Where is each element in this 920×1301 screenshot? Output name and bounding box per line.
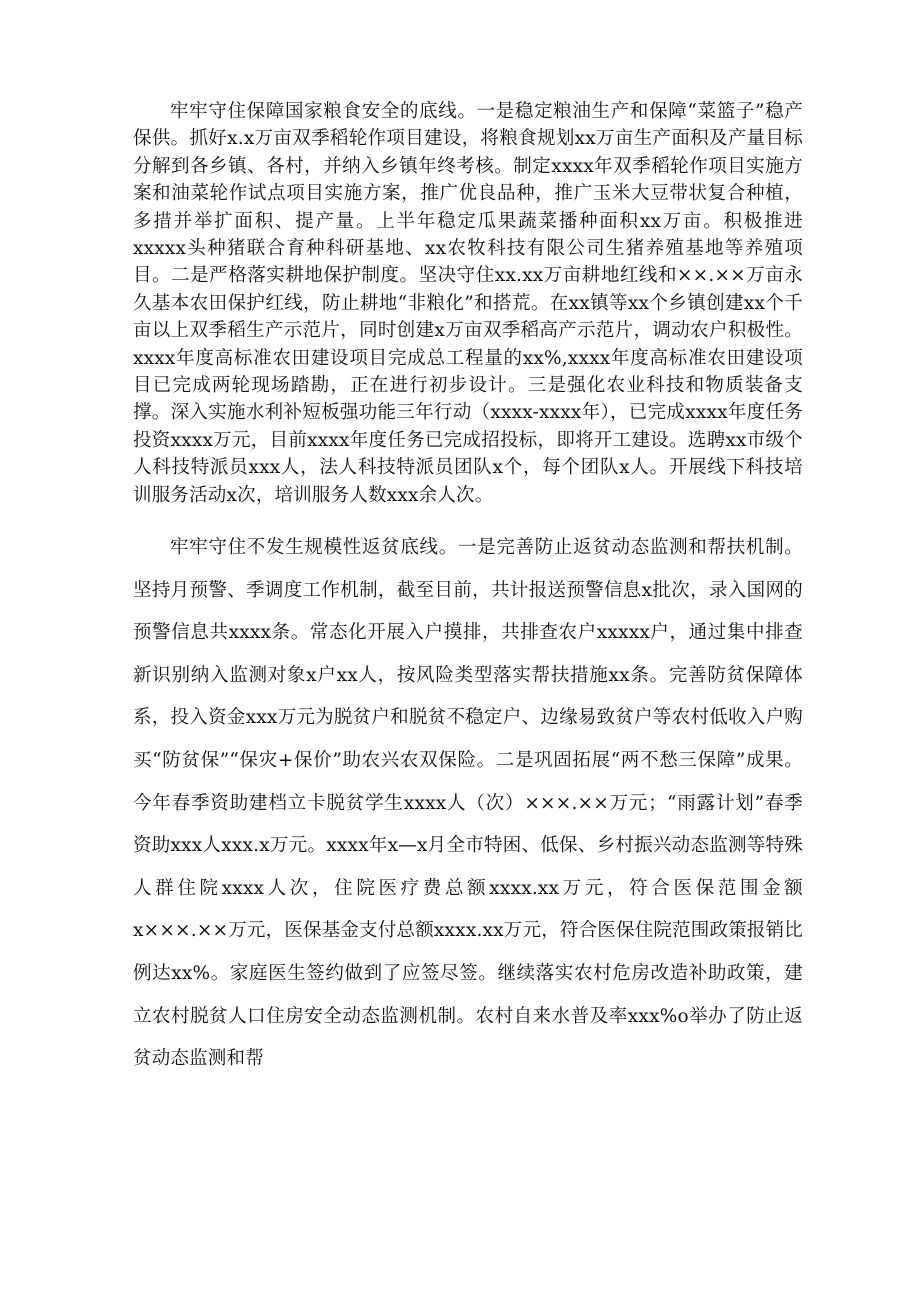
paragraph-food-security: 牢牢守住保障国家粮食安全的底线。一是稳定粮油生产和保障“菜篮子”稳产保供。抓好x.x万亩双季稻轮作项目建设，将粮食规划xx万亩生产面积及产量目标分解到各乡镇、各村，并纳入乡镇年终考核。制定xxxx年双季稻轮作项目实施方案和油菜轮作试点项目实施方案，推广优良品种，推广玉米大豆带状复合种植，多措并举扩面积、提产量。上半年稳定瓜果蔬菜播种面积xx万亩。积极推进xxxxx头种猪联合育种科研基地、xx农牧科技有限公司生猪养殖基地等养殖项目。二是严格落实耕地保护制度。坚决守住xx.xx万亩耕地红线和××.××万亩永久基本农田保护红线，防止耕地“非粮化”和搭荒。在xx镇等xx个乡镇创建xx个千亩以上双季稻生产示范片，同时创建x万亩双季稻高产示范片，调动农户积极性。xxxx年度高标准农田建设项目完成总工程量的xx%,xxxx年度高标准农田建设项目已完成两轮现场踏勘，正在进行初步设计。三是强化农业科技和物质装备支撑。深入实施水利补短板强功能三年行动（xxxx-xxxx年），已完成xxxx年度任务投资xxxx万元，目前xxxx年度任务已完成招投标，即将开工建设。选聘xx市级个人科技特派员xxx人，法人科技特派员团队x个，每个团队x人。开展线下科技培训服务活动x次，培训服务人数xxx余人次。 bbox=[133, 101, 803, 506]
paragraph-poverty-prevention: 牢牢守住不发生规模性返贫底线。一是完善防止返贫动态监测和帮扶机制。坚持月预警、季调度工作机制，截至目前，共计报送预警信息x批次，录入国网的预警信息共xxxx条。常态化开展入户摸排，共排查农户xxxxx户，通过集中排查新识别纳入监测对象x户xx人，按风险类型落实帮扶措施xx条。完善防贫保障体系，投入资金xxx万元为脱贫户和脱贫不稳定户、边缘易致贫户等农村低收入户购买“防贫保”“保灾+保价”助农兴农双保险。二是巩固拓展“两不愁三保障”成果。今年春季资助建档立卡脱贫学生xxxx人（次）×××.××万元；“雨露计划”春季资助xxx人xxx.x万元。xxxx年x—x月全市特困、低保、乡村振兴动态监测等特殊人群住院xxxx人次，住院医疗费总额xxxx.xx万元，符合医保范围金额x×××.××万元，医保基金支付总额xxxx.xx万元，符合医保住院范围政策报销比例达xx%。家庭医生签约做到了应签尽签。继续落实农村危房改造补助政策，建立农村脱贫人口住房安全动态监测机制。农村自来水普及率xxx%o举办了防止返贫动态监测和帮 bbox=[133, 537, 804, 1070]
